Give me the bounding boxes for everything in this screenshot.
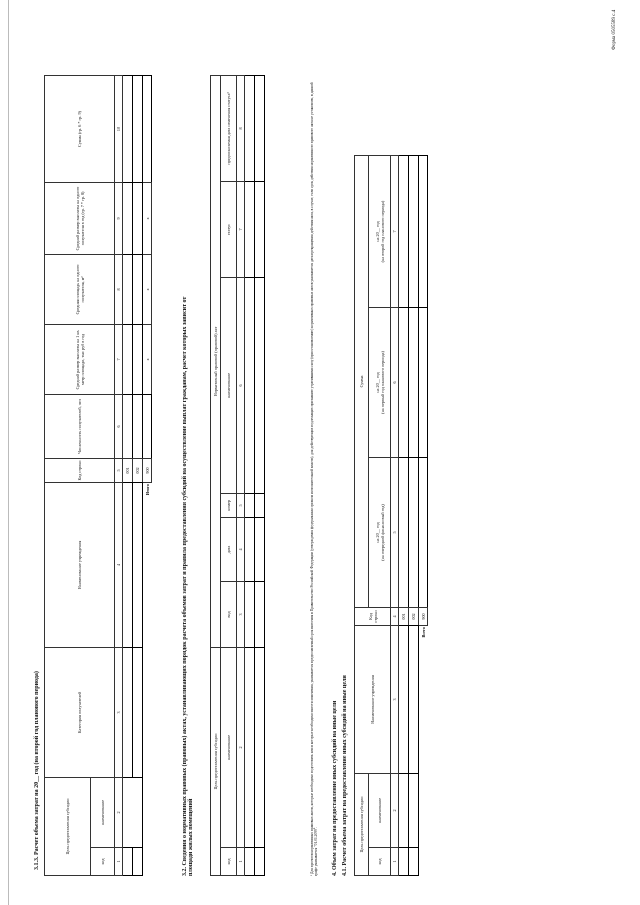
scan-edge [8, 0, 9, 905]
footnote: ³ Для проектов нормативных правовых актов, которые необходимо подготовить или в которые необходимо внести изменения, указывается предполагаемый срок внесения в Правительство Российской Федерации (утверждения федеральным органом исполнительной власти), для действующих подлежащих признанию утратившими силу (приостановлению) нормативных правовых актов указывается дата прекращения действия акта, в случае, если срок действия нормативного правового акта не установлен, в данной графе указывается "01.01.2099". [310, 82, 319, 876]
cell-number[interactable] [255, 493, 265, 517]
cell-type[interactable] [255, 581, 265, 647]
h-year2 [369, 307, 391, 457]
h-avg-payment: Средний размер выплаты на одного получателя в год (гр. 7 * гр. 8) [45, 182, 115, 254]
h-act: Нормативный правовой (правовой) акт [211, 75, 221, 647]
h-category: Категория получателей [45, 647, 115, 777]
total-code: 900 [143, 458, 152, 482]
col-num: 9 [115, 182, 123, 254]
col-num: 4 [391, 607, 399, 625]
cell-year1[interactable] [409, 457, 419, 607]
col-num: 1 [391, 848, 399, 876]
h-year3-sub: (на второй год планового периода) [379, 200, 385, 263]
h-year1-label: на 20__ год [374, 522, 380, 543]
h-institution: Наименование учреждения [45, 482, 115, 647]
h-status: статус [221, 181, 237, 277]
h-avg-per-sqm: Средний размер выплаты на 1 кв. метр площади, тыс руб в год [45, 324, 115, 394]
section-4-title: 4. Объем затрат на предоставление иных субсидий на иные цели [332, 700, 338, 876]
total-count[interactable] [143, 394, 152, 458]
col-num: 7 [115, 324, 123, 394]
cell-year1[interactable] [399, 457, 409, 607]
cell-avg-payment[interactable] [123, 182, 133, 254]
cell-name[interactable] [399, 773, 409, 847]
cell-code[interactable] [123, 848, 133, 876]
h-number: номер [221, 493, 237, 517]
cell-sum[interactable] [133, 75, 143, 182]
h-code: код [91, 848, 115, 876]
col-num: 1 [237, 848, 245, 876]
h-goal: Цель предоставления субсидии [355, 773, 369, 875]
h-year2-sub: (на первый год планового периода) [379, 351, 385, 414]
cell-name[interactable] [245, 647, 255, 847]
row-code: 001 [399, 607, 409, 625]
cell-year2[interactable] [399, 307, 409, 457]
col-num: 2 [391, 773, 399, 847]
h-name: наименование [221, 647, 237, 847]
h-sum: Сумма (гр. 6 * гр. 9) [45, 75, 115, 182]
col-num: 10 [115, 75, 123, 182]
cell-code[interactable] [245, 848, 255, 876]
cell-date[interactable] [255, 517, 265, 581]
total-year2[interactable] [419, 307, 428, 457]
cell-number[interactable] [245, 493, 255, 517]
cell-institution[interactable] [399, 625, 409, 773]
cell-year3[interactable] [409, 155, 419, 307]
cell-status-date[interactable] [245, 75, 255, 181]
h-name: наименование [369, 773, 391, 847]
h-name: наименование [91, 777, 115, 847]
section-41-title: 4.1. Расчет объема затрат на предоставление иных субсидий на иные цели [342, 675, 348, 876]
cell-institution[interactable] [123, 482, 133, 647]
section-313-title: 3.1.3. Расчет объема затрат на 20__ год (на второй год планового периода) [34, 671, 40, 870]
table-32 [210, 75, 265, 876]
h-avg-area: Средняя площадь на одного получателя, м² [45, 254, 115, 324]
h-year3 [369, 155, 391, 307]
col-num: 2 [237, 647, 245, 847]
h-institution: Наименование учреждения [355, 625, 391, 773]
cell-date[interactable] [245, 517, 255, 581]
cell-avg-area[interactable] [123, 254, 133, 324]
cell-institution[interactable] [409, 625, 419, 773]
row-code: 001 [123, 458, 133, 482]
cell-name[interactable] [409, 773, 419, 847]
cell-code[interactable] [133, 848, 143, 876]
rotated-page [14, 36, 614, 896]
cell-code[interactable] [399, 848, 409, 876]
col-num: 4 [237, 517, 245, 581]
cell-act-name[interactable] [255, 277, 265, 493]
cell-code[interactable] [409, 848, 419, 876]
cell-count[interactable] [123, 394, 133, 458]
col-num: 7 [391, 155, 399, 307]
total-label: Итого [144, 483, 150, 496]
cell-count[interactable] [133, 394, 143, 458]
h-type: вид [221, 581, 237, 647]
cell-avg-per-sqm[interactable] [123, 324, 133, 394]
col-num: 4 [115, 482, 123, 647]
cell-category[interactable] [123, 647, 133, 777]
col-num: 8 [115, 254, 123, 324]
total-year1[interactable] [419, 457, 428, 607]
cell-name[interactable] [255, 647, 265, 847]
h-count: Численность получателей, чел [45, 394, 115, 458]
col-num: 8 [237, 75, 245, 181]
h-code: код [221, 848, 237, 876]
col-num: 5 [391, 457, 399, 607]
col-num: 1 [115, 848, 123, 876]
cell-act-name[interactable] [245, 277, 255, 493]
cell-name[interactable] [123, 777, 143, 847]
col-num: 5 [237, 493, 245, 517]
row-code: 002 [409, 607, 419, 625]
h-code: код [369, 848, 391, 876]
total-year3[interactable] [419, 155, 428, 307]
cell-year3[interactable] [399, 155, 409, 307]
col-num: 2 [115, 777, 123, 847]
h-act-name: наименование [221, 277, 237, 493]
total-x: x [143, 324, 152, 394]
total-sum[interactable] [143, 75, 152, 182]
col-num: 3 [237, 581, 245, 647]
total-code: 900 [419, 607, 428, 625]
cell-status[interactable] [245, 181, 255, 277]
cell-code[interactable] [255, 848, 265, 876]
total-label: Всего [420, 626, 426, 638]
h-year3-label: на 20__ год [374, 221, 380, 242]
h-row-code: Код строки [355, 607, 391, 625]
total-x: x [143, 254, 152, 324]
cell-status-date[interactable] [255, 75, 265, 181]
h-year2-label: на 20__ год [374, 372, 380, 393]
col-num: 5 [115, 458, 123, 482]
section-32-title: 3.2. Сведения о нормативных правовых (правовых) актах, устанавливающих порядок расчета объемов затрат и правила предоставления субсидий на осуществление выплат гражданам, расчет которых зависит от площади жилых помещений [182, 296, 194, 876]
cell-sum[interactable] [123, 75, 133, 182]
h-goal: Цель предоставления субсидии [211, 647, 221, 875]
col-num: 7 [237, 181, 245, 277]
h-row-code: Код строки [45, 458, 115, 482]
cell-category[interactable] [133, 647, 143, 777]
table-41 [354, 155, 428, 876]
cell-institution[interactable] [133, 482, 143, 647]
col-num: 3 [115, 647, 123, 777]
form-number: Форма 0505589 с.4 [612, 9, 617, 50]
table-313 [44, 75, 152, 876]
col-num: 3 [391, 625, 399, 773]
cell-status[interactable] [255, 181, 265, 277]
col-num: 6 [237, 277, 245, 493]
cell-avg-area[interactable] [133, 254, 143, 324]
cell-avg-per-sqm[interactable] [133, 324, 143, 394]
h-status-date: предполагаемая дата изменения статуса³ [221, 75, 237, 181]
total-x: x [143, 182, 152, 254]
h-year1 [369, 457, 391, 607]
cell-avg-payment[interactable] [133, 182, 143, 254]
h-date: дата [221, 517, 237, 581]
h-year1-sub: (на очередной финансовый год) [379, 504, 385, 561]
row-code: 002 [133, 458, 143, 482]
col-num: 6 [391, 307, 399, 457]
col-num: 6 [115, 394, 123, 458]
cell-type[interactable] [245, 581, 255, 647]
h-sum: Сумма [355, 155, 369, 607]
cell-year2[interactable] [409, 307, 419, 457]
h-goal: Цель предоставления субсидии [45, 777, 91, 875]
